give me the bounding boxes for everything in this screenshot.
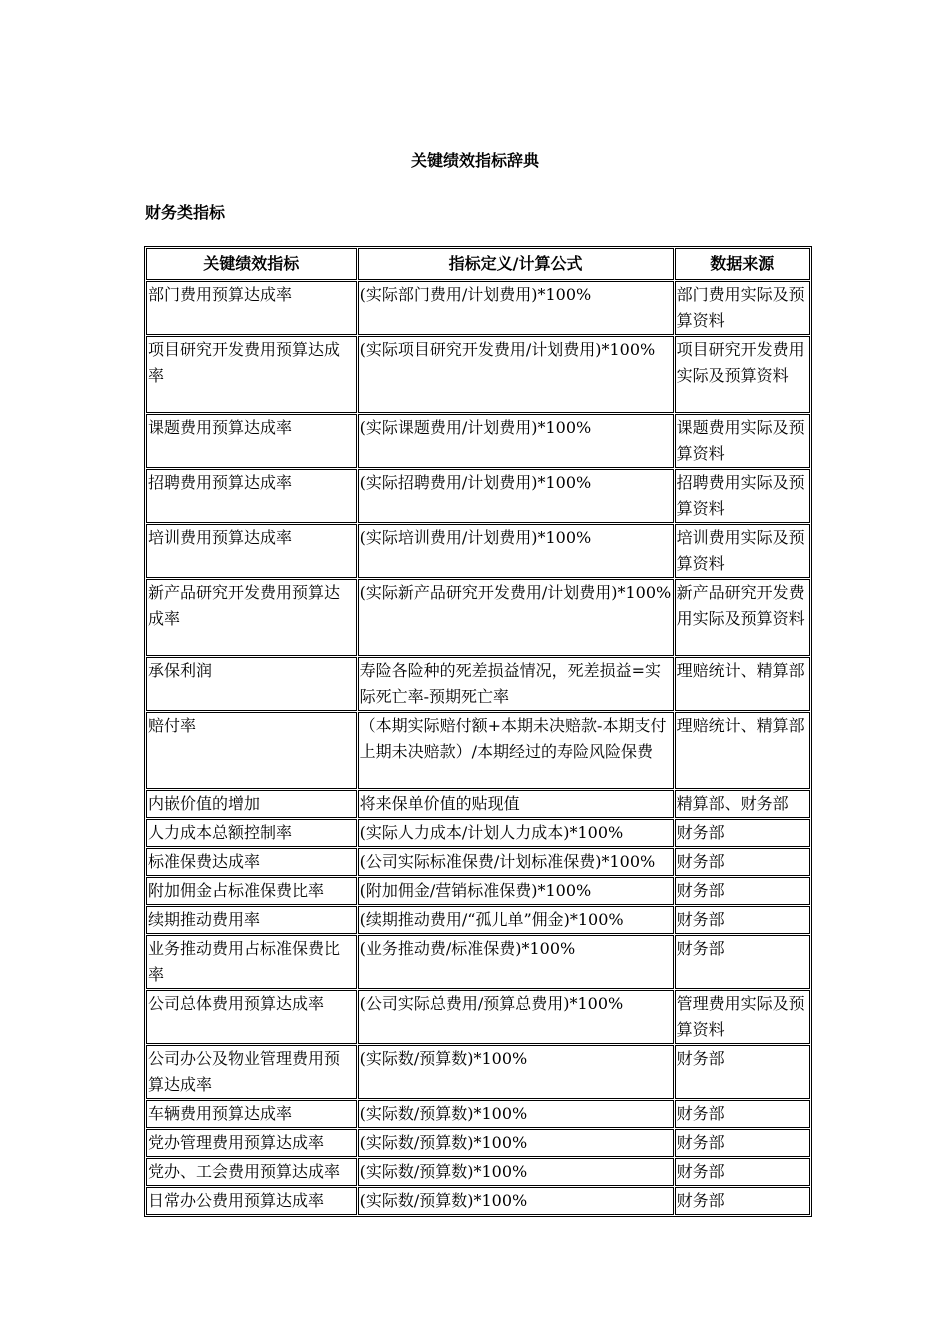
table-row (146, 819, 810, 847)
source-cell: 项目研究开发费用实际及预算资料 (675, 336, 810, 413)
source-cell: 财务部 (675, 935, 810, 989)
indicator-cell: 人力成本总额控制率 (146, 819, 357, 847)
table-row (146, 712, 810, 789)
table-row (146, 935, 810, 989)
table-body (146, 281, 810, 1215)
source-cell: 新产品研究开发费用实际及预算资料 (675, 579, 810, 656)
indicator-cell: 招聘费用预算达成率 (146, 469, 357, 523)
document-title: 关键绩效指标辞典 (410, 151, 539, 170)
table-row (146, 469, 810, 523)
header-indicator: 关键绩效指标 (146, 248, 357, 280)
table-row (146, 657, 810, 711)
table-row (146, 1129, 810, 1157)
table-row (146, 579, 810, 656)
source-cell: 财务部 (675, 848, 810, 876)
indicator-cell: 部门费用预算达成率 (146, 281, 357, 335)
formula-cell: (附加佣金/营销标准保费)*100% (358, 877, 674, 905)
formula-cell: （本期实际赔付额+本期未决赔款-本期支付上期未决赔款）/本期经过的寿险风险保费 (358, 712, 674, 789)
source-cell: 财务部 (675, 906, 810, 934)
source-cell: 财务部 (675, 1187, 810, 1215)
source-cell: 招聘费用实际及预算资料 (675, 469, 810, 523)
formula-cell: 将来保单价值的贴现值 (358, 790, 674, 818)
source-cell: 理赔统计、精算部 (675, 657, 810, 711)
indicator-cell: 附加佣金占标准保费比率 (146, 877, 357, 905)
indicator-cell: 课题费用预算达成率 (146, 414, 357, 468)
indicator-cell: 党办管理费用预算达成率 (146, 1129, 357, 1157)
source-cell: 部门费用实际及预算资料 (675, 281, 810, 335)
indicator-cell: 内嵌价值的增加 (146, 790, 357, 818)
source-cell: 管理费用实际及预算资料 (675, 990, 810, 1044)
source-cell: 财务部 (675, 1158, 810, 1186)
formula-cell: (实际课题费用/计划费用)*100% (358, 414, 674, 468)
source-cell: 精算部、财务部 (675, 790, 810, 818)
source-cell: 培训费用实际及预算资料 (675, 524, 810, 578)
formula-cell: (公司实际总费用/预算总费用)*100% (358, 990, 674, 1044)
table-row (146, 524, 810, 578)
table-row (146, 990, 810, 1044)
indicator-cell: 项目研究开发费用预算达成率 (146, 336, 357, 413)
indicator-cell: 业务推动费用占标准保费比率 (146, 935, 357, 989)
indicator-cell: 续期推动费用率 (146, 906, 357, 934)
formula-cell: (实际人力成本/计划人力成本)*100% (358, 819, 674, 847)
table-row (146, 414, 810, 468)
indicator-cell: 标准保费达成率 (146, 848, 357, 876)
indicator-cell: 党办、工会费用预算达成率 (146, 1158, 357, 1186)
section-title: 财务类指标 (145, 203, 226, 222)
formula-cell: (业务推动费/标准保费)*100% (358, 935, 674, 989)
formula-cell: (实际培训费用/计划费用)*100% (358, 524, 674, 578)
indicator-cell: 车辆费用预算达成率 (146, 1100, 357, 1128)
source-cell: 财务部 (675, 1100, 810, 1128)
formula-cell: (实际数/预算数)*100% (358, 1187, 674, 1215)
table-row (146, 1158, 810, 1186)
formula-cell: (实际数/预算数)*100% (358, 1129, 674, 1157)
indicator-cell: 承保利润 (146, 657, 357, 711)
source-cell: 财务部 (675, 819, 810, 847)
table-row (146, 790, 810, 818)
header-source: 数据来源 (675, 248, 810, 280)
table-row (146, 336, 810, 413)
table-row (146, 1045, 810, 1099)
formula-cell: (实际数/预算数)*100% (358, 1045, 674, 1099)
header-formula: 指标定义/计算公式 (358, 248, 674, 280)
indicator-cell: 赔付率 (146, 712, 357, 789)
table-row (146, 848, 810, 876)
indicator-cell: 日常办公费用预算达成率 (146, 1187, 357, 1215)
formula-cell: (实际数/预算数)*100% (358, 1158, 674, 1186)
indicator-cell: 新产品研究开发费用预算达成率 (146, 579, 357, 656)
source-cell: 课题费用实际及预算资料 (675, 414, 810, 468)
indicator-cell: 培训费用预算达成率 (146, 524, 357, 578)
formula-cell: (实际项目研究开发费用/计划费用)*100% (358, 336, 674, 413)
kpi-table (144, 246, 812, 1217)
formula-cell: 寿险各险种的死差损益情况，死差损益=实际死亡率-预期死亡率 (358, 657, 674, 711)
indicator-cell: 公司办公及物业管理费用预算达成率 (146, 1045, 357, 1099)
table-row (146, 281, 810, 335)
source-cell: 财务部 (675, 877, 810, 905)
formula-cell: (实际招聘费用/计划费用)*100% (358, 469, 674, 523)
formula-cell: (实际数/预算数)*100% (358, 1100, 674, 1128)
formula-cell: (续期推动费用/“孤儿单”佣金)*100% (358, 906, 674, 934)
table-header-row (146, 248, 810, 280)
source-cell: 理赔统计、精算部 (675, 712, 810, 789)
table-row (146, 1187, 810, 1215)
source-cell: 财务部 (675, 1129, 810, 1157)
formula-cell: (实际部门费用/计划费用)*100% (358, 281, 674, 335)
indicator-cell: 公司总体费用预算达成率 (146, 990, 357, 1044)
table-row (146, 906, 810, 934)
table-row (146, 1100, 810, 1128)
table-row (146, 877, 810, 905)
formula-cell: (公司实际标准保费/计划标准保费)*100% (358, 848, 674, 876)
formula-cell: (实际新产品研究开发费用/计划费用)*100% (358, 579, 674, 656)
source-cell: 财务部 (675, 1045, 810, 1099)
